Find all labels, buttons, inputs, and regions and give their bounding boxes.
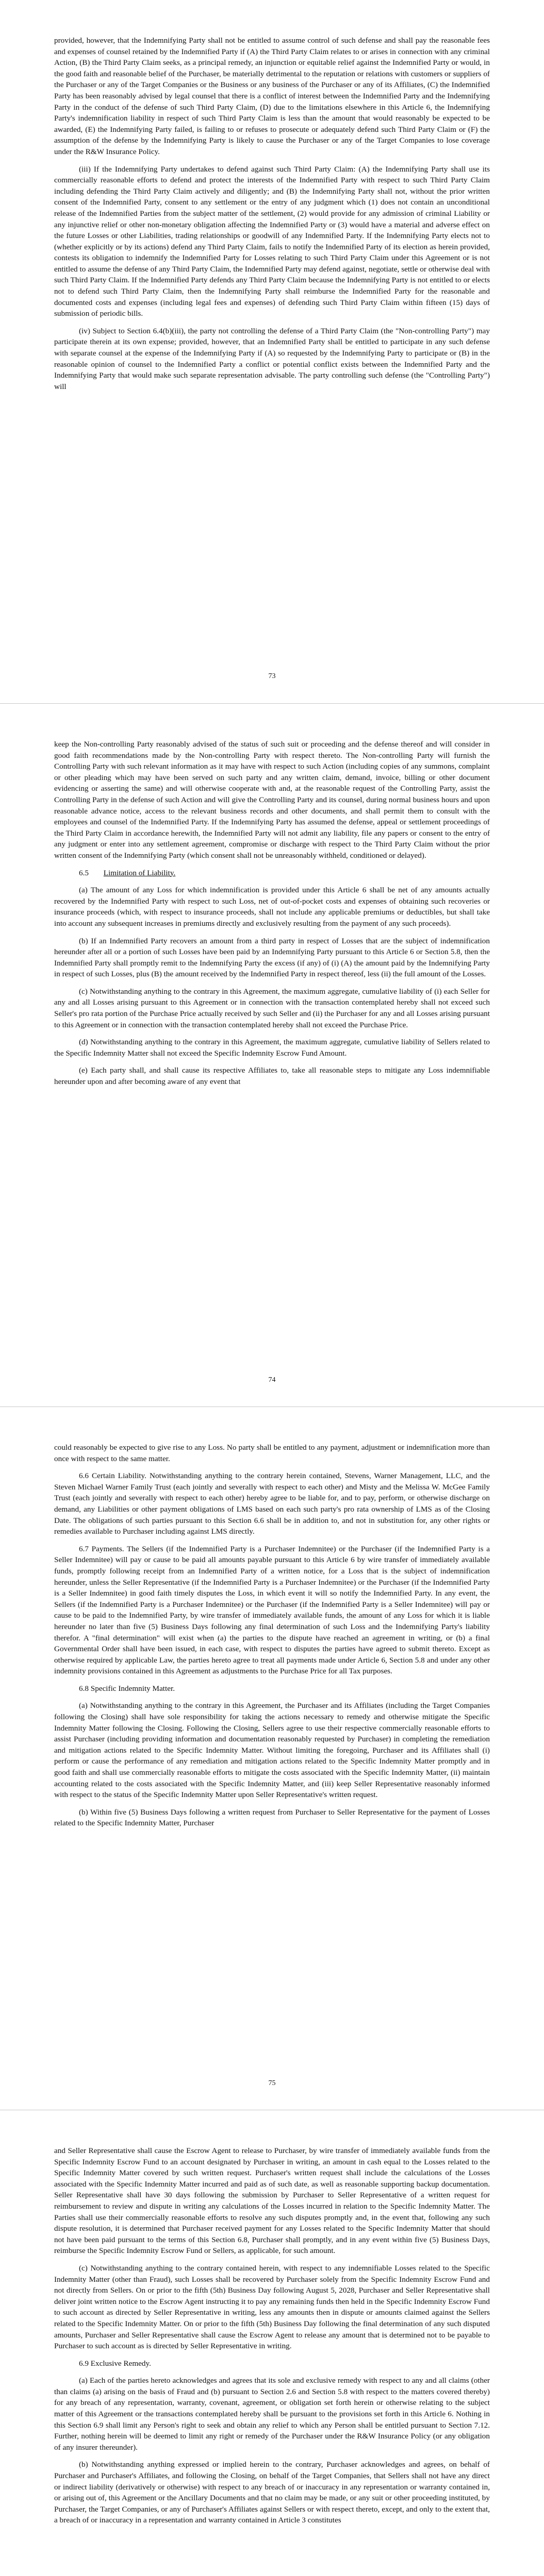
page-body bbox=[54, 2145, 490, 2526]
paragraph: keep the Non-controlling Party reasonably advised of the status of such suit or proceeding and the defense thereof and will consider in good faith recommendations made by the Non-controlling Party with respect thereto. The Non-controlling Party will furnish the Controlling Party with such relevant information as it may have with respect to such Action (including copies of any summons, complaint or other pleading which may have been served on such party and any written claim, demand, invoice, billing or other document evidencing or asserting the same) and will otherwise cooperate with and, at the reasonable request of the Controlling Party, assist the Controlling Party in the defense of such Action and will give the Controlling Party and its counsel, during normal business hours and upon reasonable advance notice, access to the relevant business records and other documents, and shall permit them to consult with the employees and counsel of the Indemnified Party. If the Indemnifying Party has assumed the defense, appeal or settlement proceedings of the Third Party Claim in accordance herewith, the Indemnified Party will not admit any liability, file any papers or consent to the entry of any judgment or enter into any settlement agreement, compromise or discharge with respect to the Third Party Claim without the prior written consent of the Indemnifying Party (which consent shall not be unreasonably withheld, conditioned or delayed). bbox=[54, 740, 490, 860]
document-page-75 bbox=[0, 1406, 544, 2110]
document-page-73 bbox=[0, 0, 544, 703]
paragraph: (b) If an Indemnified Party recovers an amount from a third party in respect of Losses that are the subject of indemnification hereunder after all or a portion of such Losses have been paid by an Indemnifying Party pursuant to this Article 6 or Section 5.8, then the Indemnified Party shall promptly remit to the Indemnifying Party the excess (if any) of (i) (A) the amount paid by the Indemnifying Party in respect of such Losses, plus (B) the amount received by the Indemnified Party in respect thereof, less (ii) the full amount of the Losses. bbox=[54, 936, 490, 979]
page-body bbox=[54, 35, 490, 392]
paragraph: (iii) If the Indemnifying Party undertakes to defend against such Third Party Claim: (A) the Indemnifying Party shall use its commercially reasonable efforts to defend and protect the interests of the Indemnified Party with respect to such Third Party Claim including defending the Third Party Claim actively and diligently; and (B) the Indemnifying Party shall not, without the prior written consent of the Indemnified Party, consent to any settlement or the entry of any judgment which (1) does not contain an unconditional release of the Indemnified Parties from the subject matter of the settlement, (2) would provide for any admission of criminal Liability or any injunctive relief or other non-monetary obligation affecting the Indemnified Party or (3) would have a material and adverse effect on the future Losses or other Liabilities, trading relationships or goodwill of any Indemnified Party. If the Indemnifying Party elects not to (whether explicitly or by its actions) defend any Third Party Claim, fails to notify the Indemnified Party of its election as herein provided, contests its obligation to indemnify the Indemnified Party for Losses relating to such Third Party Claim under this Agreement or is not entitled to assume the defense of any Third Party Claim, the Indemnified Party may defend against, negotiate, settle or otherwise deal with such Third Party Claim. If the Indemnified Party defends any Third Party Claim because the Indemnifying Party is not entitled to or elects not to defend such Third Party Claim, then the Indemnifying Party shall reimburse the Indemnified Party for the reasonable and documented costs and expenses (including legal fees and expenses) of defending such Third Party Claim within fifteen (15) days of submission of periodic bills. bbox=[54, 164, 490, 318]
paragraph: (a) The amount of any Loss for which indemnification is provided under this Article 6 shall be net of any amounts actually recovered by the Indemnified Party with respect to such Loss, net of out-of-pocket costs and expenses of obtaining such recoveries or insurance proceeds (which, with respect to insurance proceeds, shall not include any applicable premiums or deductibles, but shall take into account any subsequent increases in premiums directly and exclusively resulting from the payment of any such proceeds). bbox=[54, 886, 490, 928]
page-number: 73 bbox=[268, 672, 276, 680]
section-heading bbox=[79, 868, 490, 879]
paragraph: (c) Notwithstanding anything to the contrary contained herein, with respect to any indemnifiable Losses related to the Specific Indemnity Matter (other than Fraud), such Losses shall be recovered by Purchaser solely from the Specific Indemnity Escrow Fund and not directly from Sellers. On or prior to the fifth (5th) Business Day following August 5, 2028, Purchaser and Seller Representative shall deliver joint written notice to the Escrow Agent instructing it to pay any remaining funds then held in the Specific Indemnity Escrow Fund to such account as directed by Seller Representative in writing, less any amounts then in dispute or amounts claimed against the Sellers related to the Specific Indemnity Matter. On or prior to the fifth (5th) Business Day following the final determination of any such disputed amounts, Purchaser and Seller Representative shall cause the Escrow Agent to release any amount that is determined not to be payable to Purchaser to such account as is directed by Seller Representative in writing. bbox=[54, 2263, 490, 2351]
paragraph: and Seller Representative shall cause the Escrow Agent to release to Purchaser, by wire transfer of immediately available funds from the Specific Indemnity Escrow Fund to an account designated by Purchaser in writing, an amount in cash equal to the Losses related to the Specific Indemnity Matter covered by such written request. Purchaser's written request shall include the calculations of the Losses associated with the Specific Indemnity Matter incurred and paid as of such date, as well as reasonable supporting backup documentation. Seller Representative shall have 30 days following the submission by Purchaser to Seller Representative of a written request for reimbursement to review and dispute in writing any calculations of the Losses incurred in relation to the Specific Indemnity Matter. The Parties shall use their commercially reasonable efforts to resolve any such disputes promptly and, in the event that, following any such dispute resolution, it is determined that Purchaser received payment for any Losses related to the Specific Indemnity Matter that should not have been paid pursuant to the terms of this Section 6.8, Purchaser shall promptly, and in any event within five (5) Business Days, reimburse the Specific Indemnity Escrow Fund or Sellers, as applicable, for such amount. bbox=[54, 2146, 490, 2256]
paragraph: (iv) Subject to Section 6.4(b)(iii), the party not controlling the defense of a Third Party Claim (the "Non-controlling Party") may participate therein at its own expense; provided, however, that an Indemnified Party shall be entitled to participate in any such defense with separate counsel at the expense of the Indemnifying Party if (A) so requested by the Indemnifying Party to participate or (B) in the reasonable opinion of counsel to the Indemnified Party a conflict or potential conflict exists between the Indemnified Party and the Indemnifying Party that would make such separate representation advisable. The party controlling such defense (the "Controlling Party") will bbox=[54, 326, 490, 391]
document-page-76 bbox=[0, 2110, 544, 2576]
page-body bbox=[54, 739, 490, 1088]
paragraph: (b) Notwithstanding anything expressed or implied herein to the contrary, Purchaser acknowledges and agrees, on behalf of Purchaser and Purchaser's Affiliates, and following the Closing, on behalf of the Target Companies, that Sellers shall not have any direct or indirect liability (derivatively or otherwise) with respect to any breach of or inaccuracy in any representation or warranty contained in, or arising out of, this Agreement or the Ancillary Documents and that no claim may be made, or any suit or other proceeding instituted, by Purchaser, the Target Companies, or any of Purchaser's Affiliates against Sellers or with respect thereto, except, and only to the extent that, a breach of or inaccuracy in a representation and warranty contained in Article 3 constitutes bbox=[54, 2460, 490, 2525]
section-heading: 6.8 Specific Indemnity Matter. bbox=[79, 1684, 175, 1693]
section-title: Limitation of Liability. bbox=[103, 868, 176, 877]
paragraph: (e) Each party shall, and shall cause its respective Affiliates to, take all reasonable steps to mitigate any Loss indemnifiable hereunder upon and after becoming aware of any event that bbox=[54, 1066, 490, 1087]
page-number: 74 bbox=[268, 1376, 276, 1384]
paragraph: (b) Within five (5) Business Days following a written request from Purchaser to Seller Representative for the payment of Losses related to the Specific Indemnity Matter, Purchaser bbox=[54, 1807, 490, 1828]
paragraph: (a) Notwithstanding anything to the contrary in this Agreement, the Purchaser and its Affiliates (including the Target Companies following the Closing) shall have sole responsibility for taking the actions necessary to remedy and otherwise mitigate the Specific Indemnity Matter following the Closing. Following the Closing, Sellers agree to use their respective commercially reasonable efforts to assist Purchaser (including providing information and documentation reasonably requested by Purchaser) in completing the remediation and mitigation actions related to the Specific Indemnity Matter. Without limiting the foregoing, Purchaser and its Affiliates shall (i) perform or cause the performance of any remediation and mitigation actions related to the Specific Indemnity Matter promptly and in good faith and shall use commercially reasonable efforts to mitigate the costs associated with the Specific Indemnity Matter, (ii) maintain accounting related to the costs associated with the Specific Indemnity Matter, and (iii) keep Seller Representative reasonably informed with respect to the status of the Specific Indemnity Matter upon Seller Representative's written request. bbox=[54, 1701, 490, 1800]
paragraph: (d) Notwithstanding anything to the contrary in this Agreement, the maximum aggregate, cumulative liability of Sellers related to the Specific Indemnity Matter shall not exceed the Specific Indemnity Escrow Fund Amount. bbox=[54, 1038, 490, 1058]
section-heading: 6.9 Exclusive Remedy. bbox=[79, 2359, 151, 2368]
paragraph: (c) Notwithstanding anything to the contrary in this Agreement, the maximum aggregate, cumulative liability of (i) each Seller for any and all Losses arising pursuant to this Agreement or in connection with the transaction contemplated hereby shall not exceed such Seller's pro rata portion of the Purchase Price actually received by such Seller and (ii) the Purchaser for any and all Losses arising pursuant to this Agreement or in connection with the transaction contemplated hereby shall not exceed the Purchase Price. bbox=[54, 987, 490, 1029]
document-page-74 bbox=[0, 703, 544, 1406]
paragraph: provided, however, that the Indemnifying Party shall not be entitled to assume control of such defense and shall pay the reasonable fees and expenses of counsel retained by the Indemnified Party if (A) the Third Party Claim relates to or arises in connection with any criminal Action, (B) the Third Party Claim seeks, as a principal remedy, an injunction or equitable relief against the Indemnified Party or would, in the good faith and reasonable belief of the Purchaser, be materially detrimental to the reputation or relations with customers or suppliers of the Purchaser or any of the Target Companies or the Business or any business of the Purchaser or any of its Affiliates, (C) the Indemnified Party has been reasonably advised by legal counsel that there is a conflict of interest between the Indemnified Party and the Indemnifying Party in the conduct of the defense of such Third Party Claim, (D) due to the limitations elsewhere in this Article 6, the Indemnifying Party's indemnification liability in respect of such Third Party Claim is less than the amount that would reasonably be expected to be awarded, (E) the Indemnifying Party failed, is failing to or refuses to prosecute or adequately defend such Third Party Claim or (F) the assumption of the defense by the Indemnifying Party is likely to cause the Purchaser or any of the Target Companies to lose coverage under the R&W Insurance Policy. bbox=[54, 36, 490, 156]
paragraph: 6.6 Certain Liability. Notwithstanding anything to the contrary herein contained, Stevens, Warner Management, LLC, and the Steven Michael Warner Family Trust (each jointly and severally with respect to each other) and Misty and the Melissa W. McGee Family Trust (each jointly and severally with respect to each other) hereby agree to be liable for, and to pay, perform, or otherwise discharge on demand, any Liabilities or other payment obligations of LMS based on each such party's pro rata ownership of LMS as of the Closing Date. The obligations of such parties pursuant to this Section 6.6 shall be in addition to, and not in substitution for, any other rights or remedies available to Purchaser including against LMS directly. bbox=[54, 1471, 490, 1536]
paragraph: 6.7 Payments. The Sellers (if the Indemnified Party is a Purchaser Indemnitee) or the Purchaser (if the Indemnified Party is a Seller Indemnitee) will pay or cause to be paid all amounts payable pursuant to this Article 6 by wire transfer of immediately available funds, promptly following receipt from an Indemnified Party of a written notice, for a Loss that is the subject of indemnification hereunder, unless the Seller Representative (if the Indemnified Party is a Purchaser Indemnitee) or the Purchaser (if the Indemnified Party is a Seller Indemnitee) in good faith timely disputes the Loss, in which event it will so notify the Indemnified Party. In any event, the Sellers (if the Indemnified Party is a Purchaser Indemnitee) or the Purchaser (if the Indemnified Party is a Seller Indemnitee) will pay or cause to be paid to the Indemnified Party, by wire transfer of immediately available funds, the amount of any Loss for which it is liable hereunder no later than five (5) Business Days following any final determination of such Loss and the Indemnifying Party's liability therefor. A "final determination" will exist when (a) the parties to the dispute have reached an agreement in writing, or (b) a final Governmental Order shall have been issued, in each case, with respect to disputes the parties have agreed to submit thereto. Except as otherwise required by applicable Law, the parties hereto agree to treat all payments made under Article 6, Section 5.8 and under any other indemnity provisions contained in this Agreement as adjustments to the Purchase Price for all Tax purposes. bbox=[54, 1544, 490, 1676]
paragraph: (a) Each of the parties hereto acknowledges and agrees that its sole and exclusive remedy with respect to any and all claims (other than claims (a) arising on the basis of Fraud and (b) pursuant to Section 2.6 and Section 5.8 with respect to the matters covered thereby) for any breach of any representation, warranty, covenant, agreement, or obligation set forth herein or otherwise relating to the subject matter of this Agreement or the transactions contemplated hereby shall be pursuant to the provisions set forth in this Article 6. Nothing in this Section 6.9 shall limit any Person's right to seek and obtain any relief to which any Person shall be entitled pursuant to Section 7.12. Further, nothing herein will be deemed to limit any right or remedy of the Purchaser under the R&W Insurance Policy (or any obligation of any insurer thereunder). bbox=[54, 2376, 490, 2452]
page-body bbox=[54, 1442, 490, 1829]
page-number: 75 bbox=[268, 2079, 276, 2087]
section-number: 6.5 bbox=[79, 868, 89, 877]
paragraph: could reasonably be expected to give rise to any Loss. No party shall be entitled to any payment, adjustment or indemnification more than once with respect to the same matter. bbox=[54, 1443, 490, 1463]
